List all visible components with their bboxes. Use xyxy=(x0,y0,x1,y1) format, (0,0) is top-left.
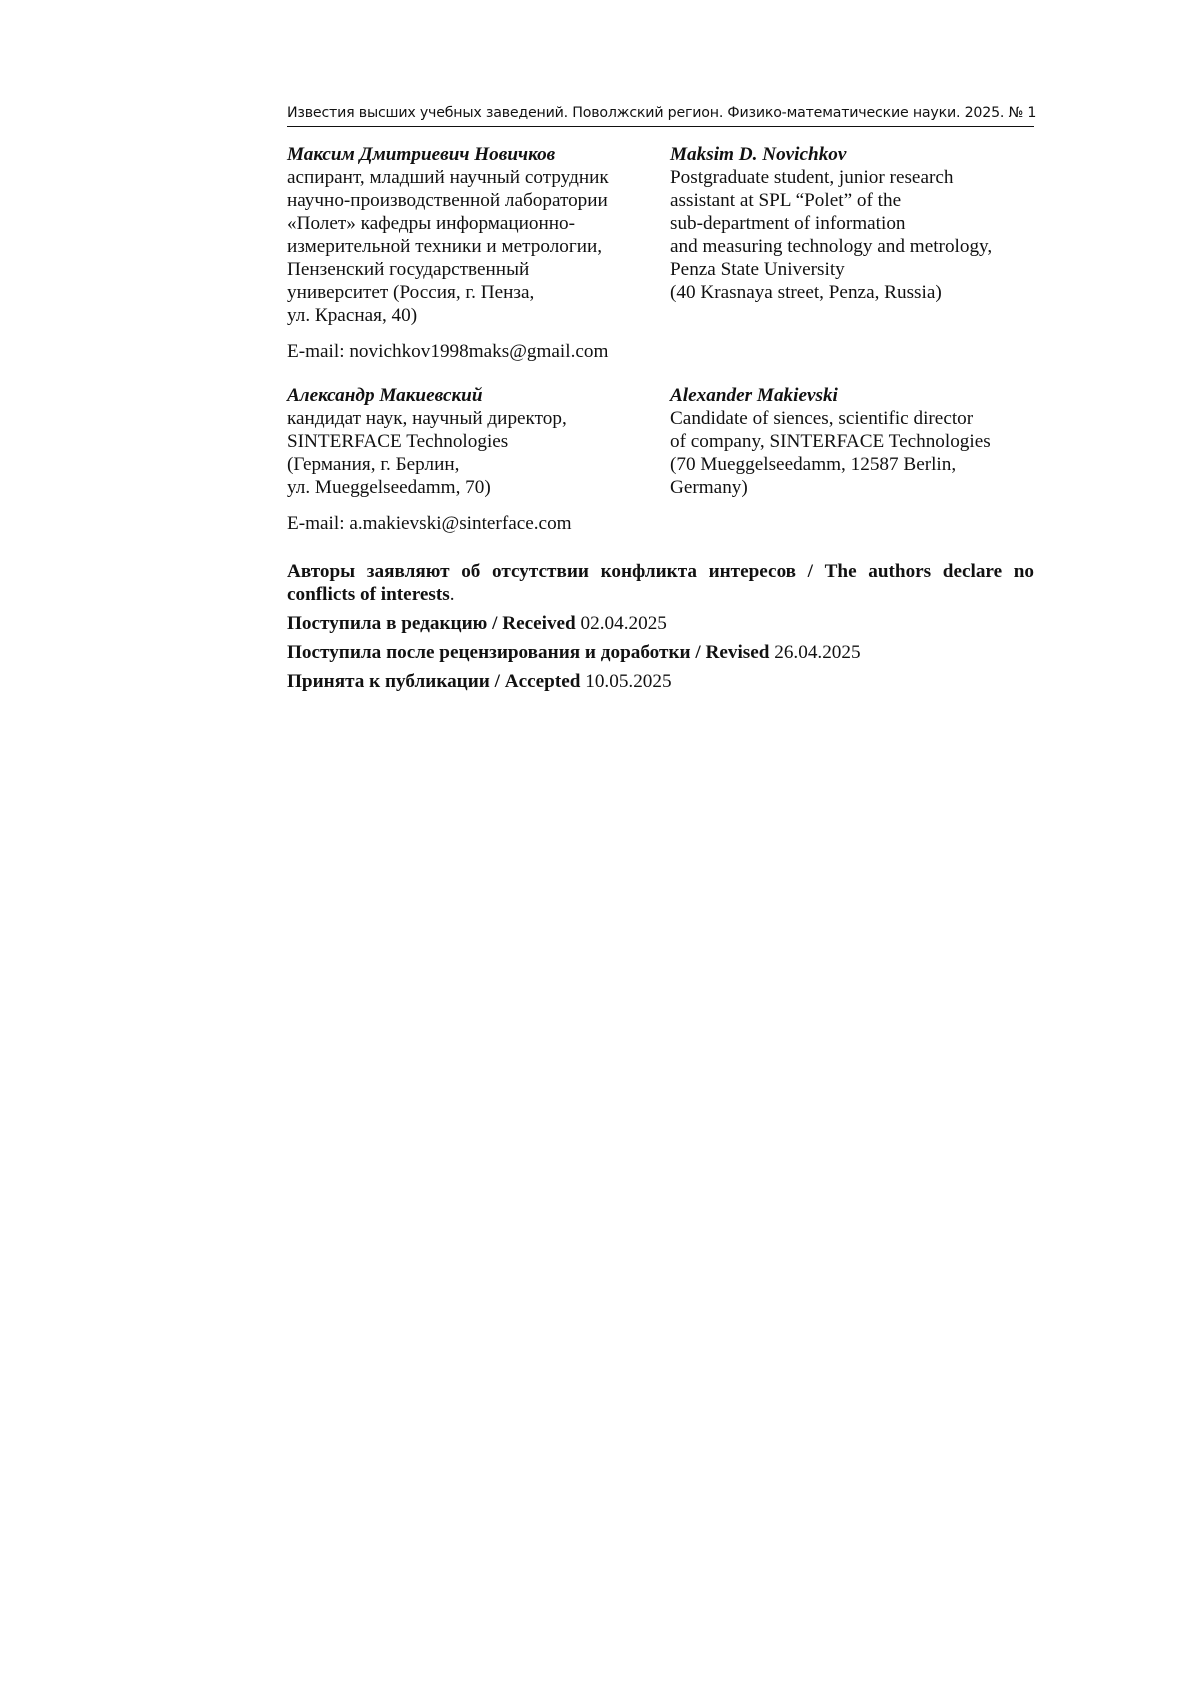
author-affiliation-line: (Германия, г. Берлин, xyxy=(287,454,460,475)
author-email: E-mail: novichkov1998maks@gmail.com xyxy=(287,341,609,362)
author-email: E-mail: a.makievski@sinterface.com xyxy=(287,513,572,534)
accepted-date-line xyxy=(287,670,1034,693)
author-affiliation-line: научно-производственной лаборатории xyxy=(287,190,608,211)
author-affiliation-line: измерительной техники и метрологии, xyxy=(287,236,603,257)
author-affiliation-line: Germany) xyxy=(670,477,748,498)
author-name-ru: Александр Макиевский xyxy=(287,385,483,406)
author-affiliation-line: (40 Krasnaya street, Penza, Russia) xyxy=(670,282,942,303)
author-affiliation-line: аспирант, младший научный сотрудник xyxy=(287,167,609,188)
author-ru-column xyxy=(287,143,657,327)
revised-label: Поступила после рецензирования и доработки / Revised xyxy=(287,642,770,663)
conflict-statement-text: Авторы заявляют об отсутствии конфликта интересов / The authors declare no conflicts of interests xyxy=(287,561,1034,605)
author-affiliation-line: кандидат наук, научный директор, xyxy=(287,408,567,429)
running-header: Известия высших учебных заведений. Поволжский регион. Физико-математические науки. 2025. № 1 xyxy=(287,105,1037,121)
author-en-column xyxy=(670,143,1034,304)
author-affiliation-line: университет (Россия, г. Пенза, xyxy=(287,282,535,303)
accepted-date: 10.05.2025 xyxy=(585,671,672,692)
author-en-column xyxy=(670,384,1034,499)
author-name-en: Alexander Makievski xyxy=(670,385,838,406)
author-affiliation-line: (70 Mueggelseedamm, 12587 Berlin, xyxy=(670,454,957,475)
author-affiliation-line: assistant at SPL “Polet” of the xyxy=(670,190,902,211)
author-name-ru: Максим Дмитриевич Новичков xyxy=(287,144,556,165)
accepted-label: Принята к публикации / Accepted xyxy=(287,671,581,692)
author-affiliation-line: ул. Mueggelseedamm, 70) xyxy=(287,477,491,498)
revised-date: 26.04.2025 xyxy=(774,642,861,663)
author-ru-column xyxy=(287,384,657,499)
conflict-statement-period: . xyxy=(449,584,455,605)
author-affiliation-line: Пензенский государственный xyxy=(287,259,530,280)
author-affiliation-line: of company, SINTERFACE Technologies xyxy=(670,431,991,452)
author-affiliation-line: sub-department of information xyxy=(670,213,906,234)
article-notes xyxy=(287,560,1034,699)
received-date-line xyxy=(287,612,1034,635)
author-affiliation-line: Postgraduate student, junior research xyxy=(670,167,954,188)
received-date: 02.04.2025 xyxy=(580,613,667,634)
author-affiliation-line: Penza State University xyxy=(670,259,845,280)
author-affiliation-line: and measuring technology and metrology, xyxy=(670,236,993,257)
author-affiliation-line: ул. Красная, 40) xyxy=(287,305,418,326)
author-affiliation-line: «Полет» кафедры информационно- xyxy=(287,213,575,234)
revised-date-line xyxy=(287,641,1034,664)
author-affiliation-line: SINTERFACE Technologies xyxy=(287,431,509,452)
conflict-of-interest-statement xyxy=(287,560,1034,606)
received-label: Поступила в редакцию / Received xyxy=(287,613,576,634)
author-affiliation-line: Candidate of siences, scientific director xyxy=(670,408,974,429)
header-rule xyxy=(287,126,1034,127)
author-name-en: Maksim D. Novichkov xyxy=(670,144,847,165)
